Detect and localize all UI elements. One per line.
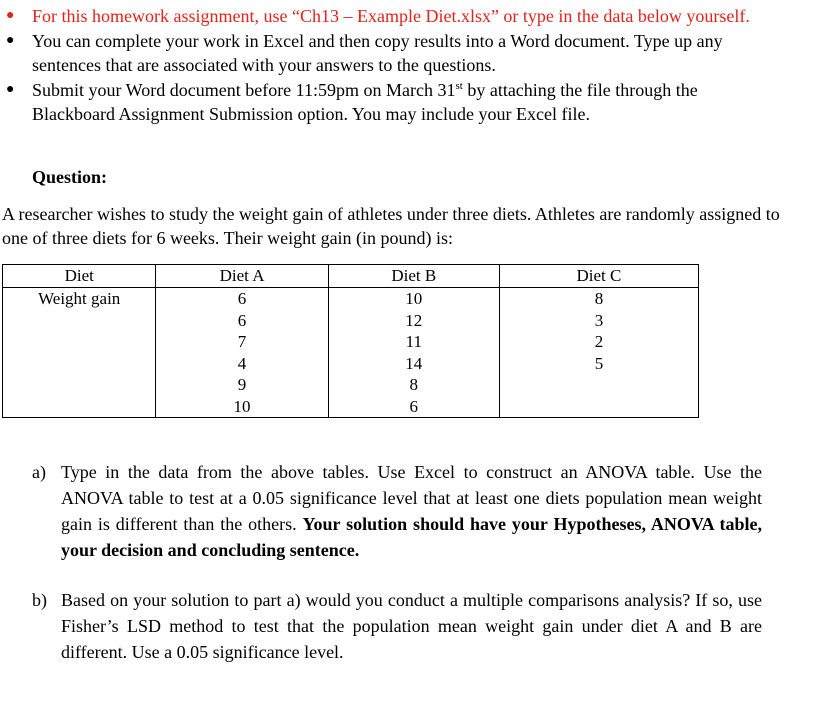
cell-diet-b: 6 [328,396,499,418]
cell-diet-a: 7 [156,331,328,353]
cell-diet-c: 5 [499,353,698,375]
header-diet-a: Diet A [156,265,328,288]
row-label-weight-gain: Weight gain [3,288,156,310]
cell-diet-c: 3 [499,310,698,332]
cell-empty [3,353,156,375]
question-intro: A researcher wishes to study the weight gain of athletes under three diets. Athletes are randomly assigned to one of three diets for 6 weeks. Their weight gain (in pound) is: [2,204,780,248]
instruction-text-3-after: by attaching the file through the Blackboard Assignment Submission option. You may include your Excel file. [32,80,698,124]
part-a [32,459,762,563]
cell-diet-a: 4 [156,353,328,375]
instruction-bullet-1 [0,4,760,28]
instruction-bullet-3 [0,78,760,126]
diet-data-table [2,264,699,418]
part-a-body [61,459,762,563]
header-diet: Diet [3,265,156,288]
instruction-text-2: You can complete your work in Excel and then copy results into a Word document. Type up any sentences that are associated with your answers to the questions. [32,31,723,75]
table-row [3,288,699,310]
cell-diet-c [499,396,698,418]
table-row [3,374,699,396]
table-row [3,396,699,418]
table-header-row [3,265,699,288]
cell-diet-b: 11 [328,331,499,353]
part-a-bold-text: Your solution should have your Hypotheses, ANOVA table, your decision and concluding sentence. [61,514,762,560]
cell-empty [3,374,156,396]
header-diet-b: Diet B [328,265,499,288]
instruction-bullet-2 [0,29,760,77]
cell-diet-a: 9 [156,374,328,396]
question-heading: Question: [32,167,108,187]
cell-diet-c [499,374,698,396]
cell-empty [3,396,156,418]
part-b-body [61,587,762,665]
cell-diet-b: 8 [328,374,499,396]
bullet-dot-icon: ● [6,8,15,23]
instruction-superscript: st [455,80,463,92]
table-row [3,331,699,353]
cell-diet-a: 6 [156,288,328,310]
bullet-dot-icon: ● [6,33,15,48]
cell-diet-a: 10 [156,396,328,418]
header-diet-c: Diet C [499,265,698,288]
instruction-text-1: For this homework assignment, use “Ch13 – Example Diet.xlsx” or type in the data below yourself. [32,6,750,26]
cell-diet-c: 2 [499,331,698,353]
part-b [32,587,762,665]
cell-empty [3,310,156,332]
cell-diet-b: 10 [328,288,499,310]
bullet-dot-icon: ● [6,82,15,97]
cell-diet-b: 14 [328,353,499,375]
instruction-text-3-before: Submit your Word document before 11:59pm on March 31 [32,80,456,100]
part-b-label: b) [32,590,47,610]
cell-diet-b: 12 [328,310,499,332]
part-a-text: Type in the data from the above tables. Use Excel to construct an ANOVA table. Use the ANOVA table to test at a 0.05 significance level that at least one diets population mean weight gain is different than the others. [61,462,762,534]
cell-empty [3,331,156,353]
table-row [3,310,699,332]
part-b-text: Based on your solution to part a) would you conduct a multiple comparisons analysis? If so, use Fisher’s LSD method to test that the population mean weight gain under diet A and B are different. Use a 0.05 significance level. [61,590,762,662]
cell-diet-a: 6 [156,310,328,332]
cell-diet-c: 8 [499,288,698,310]
table-row [3,353,699,375]
instructions-list [0,4,760,127]
part-a-label: a) [32,462,46,482]
